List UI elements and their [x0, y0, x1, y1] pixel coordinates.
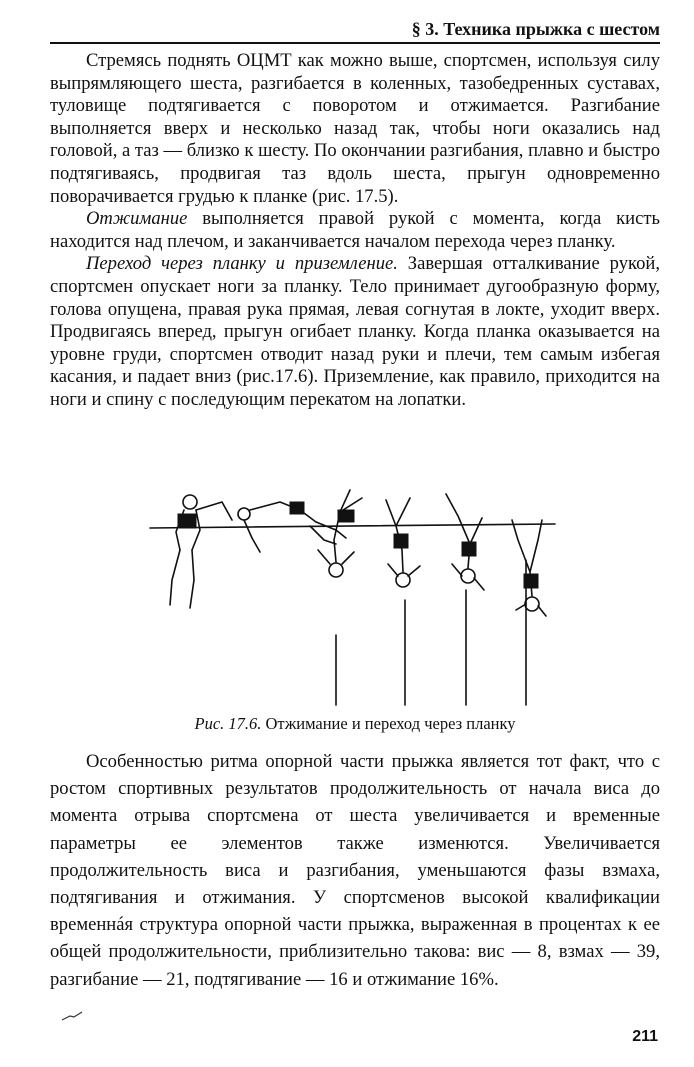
paragraph: Особенностью ритма опорной части прыжка является тот факт, что с ростом спортивных результатов продолжительность от начала виса до момента отрыва спортсмена от шеста увеличивается и временные параметры ее элементов также изменются. Увеличивается продолжительность виса и разгибания, уменьшаются фазы взмаха, подтягивания и отжимания. У спортсменов высокой квалификации временнáя структура опорной части прыжка, выраженная в процентах к ее общей продолжительности, приблизительно такова: вис — 8, взмах — 39, разгибание — 21, подтягивание — 16 и отжимание 16%. — [50, 751, 660, 990]
crossbar — [150, 524, 555, 528]
figure-caption-text: Отжимание и переход через планку — [265, 714, 516, 733]
paragraph: Отжимание выполняется правой рукой с момента, когда кисть находится над плечом, и заканчивается началом перехода через планку. — [50, 208, 660, 252]
body-text-bottom — [50, 748, 660, 993]
running-header: § 3. Техника прыжка с шестом — [50, 18, 660, 44]
athlete-figure — [446, 494, 484, 590]
athlete-figure — [512, 520, 546, 616]
figure-caption — [50, 714, 660, 734]
paragraph: Переход через планку и приземление. Завершая отталкивание рукой, спортсмен опускает ноги за планку. Тело принимает дугообразную форму, голова опущена, правая рука прямая, левая согнутая в локте, уходит вверх. Продвигаясь вперед, прыгун огибает планку. Когда планка оказывается на уровне груди, спортсмен отводит назад руки и плечи, тем самым избегая касания, и падает вниз (рис.17.6). Приземление, как правило, приходится на ноги и спину с последующим перекатом на лопатки. — [50, 253, 660, 410]
body-text-top — [50, 50, 660, 412]
paragraph-lead: Переход через планку и приземление. — [86, 253, 398, 275]
figure-illustration — [140, 480, 560, 710]
pen-mark-icon — [60, 1010, 84, 1022]
athlete-figure — [386, 498, 420, 587]
figure-number: Рис. 17.6. — [194, 714, 262, 733]
athlete-figure — [170, 495, 232, 608]
paragraph-lead: Отжимание — [86, 208, 188, 230]
page-number: 211 — [632, 1028, 658, 1045]
paragraph: Стремясь поднять ОЦМТ как можно выше, спортсмен, используя силу выпрямляющего шеста, разгибается в коленных, тазобедренных суставах, туловище подтягивается с поворотом и отжимается. Разгибание выполняется вверх и несколько назад так, чтобы ноги оказались над головой, а таз — близко к шесту. По окончании разгибания, плавно и быстро подтягиваясь, продвигая таз вдоль шеста, прыгун одновременно поворачивается грудью к планке (рис. 17.5). — [50, 50, 660, 207]
